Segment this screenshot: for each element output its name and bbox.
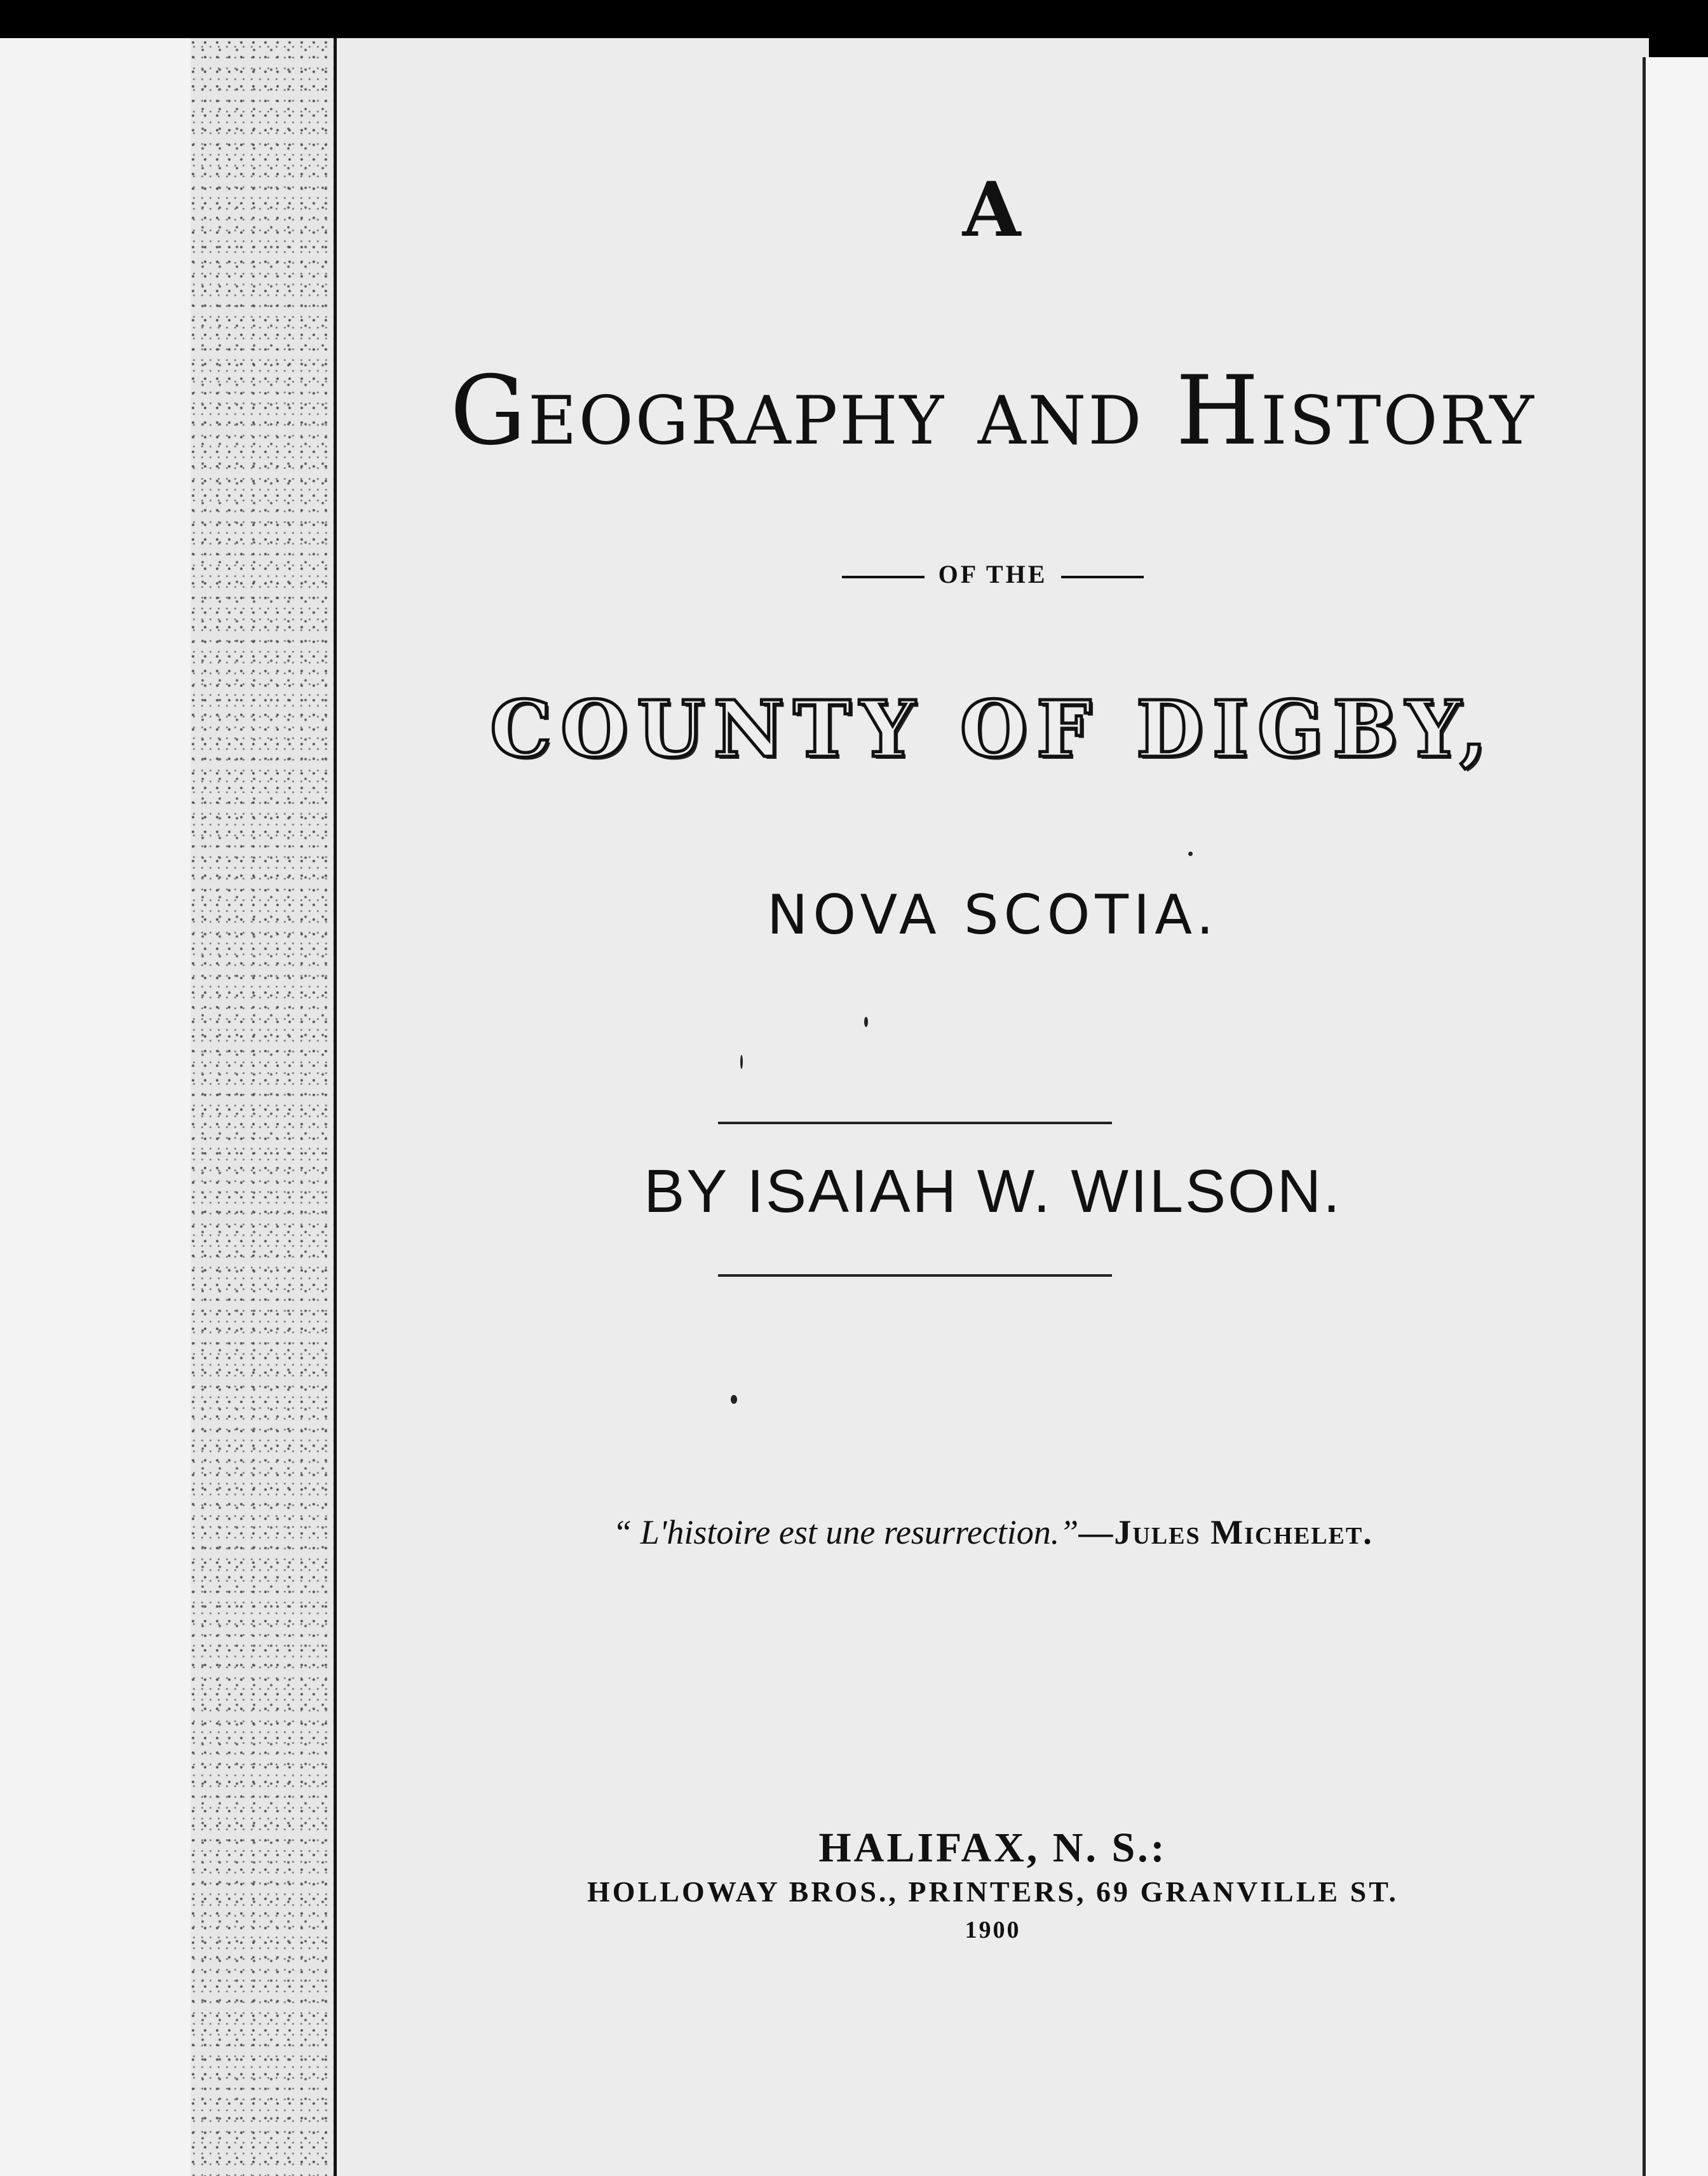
ink-speck — [864, 1017, 868, 1027]
epigraph-quote: “ L'histoire est une resurrection.” — [613, 1513, 1079, 1551]
imprint-printer: HOLLOWAY BROS., PRINTERS, 69 GRANVILLE ST. — [587, 1875, 1399, 1908]
author-line: BY ISAIAH W. WILSON. — [644, 1157, 1342, 1225]
ink-speck — [1188, 852, 1193, 856]
right-dash-rule — [1061, 576, 1144, 578]
title-article: A — [962, 165, 1024, 254]
imprint-city: HALIFAX, N. S.: — [818, 1825, 1167, 1871]
imprint-year: 1900 — [965, 1917, 1021, 1943]
epigraph-attribution: —Jules Michelet. — [1078, 1513, 1373, 1551]
divider-rule-top — [718, 1122, 1112, 1124]
province-line: NOVA SCOTIA. — [767, 883, 1219, 947]
previous-page-edge — [0, 38, 193, 2176]
title-connector: OF THE — [938, 560, 1048, 588]
ink-speck — [740, 1055, 743, 1069]
epigraph — [337, 1513, 1649, 1552]
book-gutter — [191, 38, 334, 2176]
next-page-edge — [1643, 57, 1708, 2176]
title-connector-row — [337, 559, 1649, 589]
title-page — [334, 38, 1649, 2176]
left-dash-rule — [842, 576, 925, 578]
title-subject: COUNTY OF DIGBY, — [490, 683, 1496, 775]
divider-rule-bottom — [718, 1274, 1112, 1277]
ink-speck — [731, 1395, 737, 1404]
title-main: Geography and History — [450, 356, 1536, 466]
